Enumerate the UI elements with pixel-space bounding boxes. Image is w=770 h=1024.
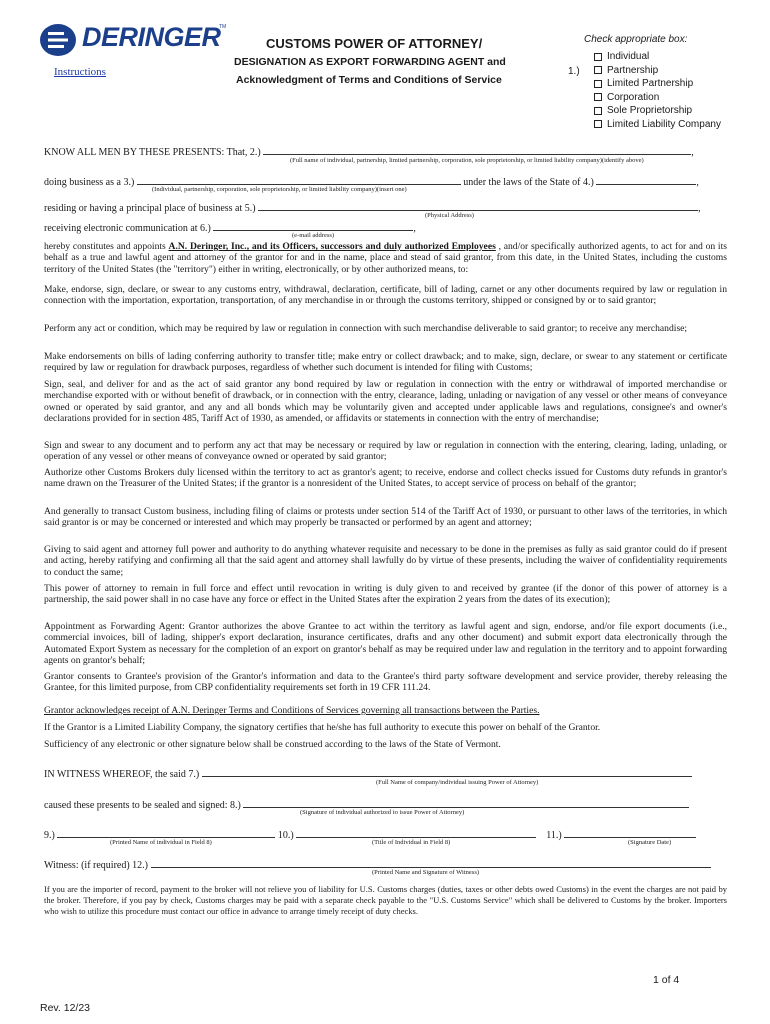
page-number: 1 of 4 — [653, 974, 680, 986]
clause-7: And generally to transact Custom business, including filing of claims or protests under section 514 of the Tariff Act of 1930, or pursuant to other laws of the territories, in which said grantor is or may be concerned or interested and which may properly be transacted or performed by an agent and attorney; — [44, 506, 727, 529]
clause-3: Make endorsements on bills of lading conferring authority to transfer title; make entry or collect drawback; and to make, sign, declare, or swear to any statement or certificate required by law or regulation for drawback purposes, regardless of whether such document is intended for filing with Customs; — [44, 351, 727, 374]
clause-10: Appointment as Forwarding Agent: Grantor authorizes the above Grantee to act within the territory as lawful agent and sign, endorse, and/or file export documents (i.e., commercial invoices, bill of lading, shipper's export declaration, insurance certificates, drafts and any other document) and submit export data electronically through the Automated Export System as necessary for the completion of an export on grantor's behalf as may be required under law and regulation in the territory and to appoint forwarding agents on grantor's behalf; — [44, 621, 727, 667]
checkbox-llc[interactable]: Limited Liability Company — [594, 118, 721, 132]
checkbox-icon[interactable] — [594, 80, 602, 88]
field-12-input[interactable] — [151, 858, 711, 868]
appointee-name: A.N. Deringer, Inc., and its Officers, successors and duly authorized Employees — [168, 241, 496, 252]
checkbox-icon[interactable] — [594, 53, 602, 61]
field-11-hint: (Signature Date) — [628, 839, 672, 846]
field-5-input[interactable] — [258, 201, 698, 211]
field-5-row: residing or having a principal place of business at 5.) , — [44, 203, 701, 214]
checkbox-individual[interactable]: Individual — [594, 50, 721, 64]
clause-8: Giving to said agent and attorney full power and authority to do anything whatever requisite and necessary to be done in the premises as fully as said grantor could do if present and acting, hereby ratifying and confirming all that the said agent and attorney shall lawfully do by virtue of these presents, including the waiver of confidentiality requirements to conduct the same; — [44, 544, 727, 578]
field-9-input[interactable] — [57, 828, 275, 838]
field-10-hint: (Title of Individual in Field 8) — [372, 839, 451, 846]
field-8-hint: (Signature of individual authorized to issue Power of Attorney) — [300, 809, 465, 816]
field-12-label: Witness: (if required) 12.) — [44, 860, 149, 871]
field-3-hint: (Individual, partnership, corporation, sole proprietorship, or limited liability company)(insert one) — [152, 186, 407, 193]
checkbox-corporation[interactable]: Corporation — [594, 91, 721, 105]
instructions-link[interactable]: Instructions — [54, 66, 106, 78]
checkbox-icon[interactable] — [594, 66, 602, 74]
field-5-label: residing or having a principal place of business at 5.) — [44, 203, 256, 214]
checkbox-icon[interactable] — [594, 120, 602, 128]
checkbox-title: Check appropriate box: — [584, 34, 688, 45]
field-3-row: doing business as a 3.) under the laws of the State of 4.) , — [44, 177, 699, 188]
field-2-hint: (Full name of individual, partnership, limited partnership, corporation, sole proprietorship, or limited liability company)(identify above) — [290, 157, 644, 164]
clause-14: Sufficiency of any electronic or other signature below shall be construed according to the laws of the State of Vermont. — [44, 739, 501, 750]
field-2-label: KNOW ALL MEN BY THESE PRESENTS: That, 2.) — [44, 147, 261, 158]
field-11-label: 11.) — [546, 830, 562, 841]
field-7-hint: (Full Name of company/individual issuing Power of Attorney) — [376, 779, 539, 786]
field-number-1: 1.) — [568, 66, 580, 77]
clause-5: Sign and swear to any document and to perform any act that may be necessary or required by law or regulation in connection with the entering, clearing, lading, unlading, or operation of any vessel or other means of conveyance owned or operated by said grantor; — [44, 440, 727, 463]
field-9-label: 9.) — [44, 830, 55, 841]
field-2-input[interactable] — [263, 145, 691, 155]
field-6-input[interactable] — [213, 221, 413, 231]
clause-1: Make, endorse, sign, declare, or swear to any customs entry, withdrawal, declaration, certificate, bill of lading, carnet or any other documents required by law or regulation in connection with the importation, exportation, transportation, of any merchandise in or through the customs territory, shipped or consigned by or to said grantor; — [44, 284, 727, 307]
clause-13: If the Grantor is a Limited Liability Company, the signatory certifies that he/she has full authority to execute this power on behalf of the Grantor. — [44, 722, 601, 733]
field-6-hint: (e-mail address) — [292, 232, 335, 239]
field-10-input[interactable] — [296, 828, 536, 838]
field-7-row — [44, 767, 692, 780]
checkbox-limited-partnership[interactable]: Limited Partnership — [594, 77, 721, 91]
field-6-row: receiving electronic communication at 6.) , — [44, 223, 416, 234]
field-11-input[interactable] — [564, 828, 696, 838]
clause-9: This power of attorney to remain in full force and effect until revocation in writing is duly given to and received by grantee (if the donor of this power of attorney is a partnership, the said power shall in no case have any force or effect in the United States after the expiration 2 years from the dates of its execution); — [44, 583, 727, 606]
field-4-input[interactable] — [596, 175, 696, 185]
clause-4: Sign, seal, and deliver for and as the act of said grantor any bond required by law or regulation in connection with the entry or withdrawal of imported merchandise or merchandise exported with or without benefit of drawback, or in connection with the entry, clearance, lading, unlading or navigation of any vessel or other means of conveyance owned or operated by said grantor, and any and all bonds which may be voluntarily given and accepted under applicable laws and regulations, consignee's and owner's declarations provided for in section 485, Tariff Act of 1930, as amended, or affidavits or statements in connection with the entry of merchandise; — [44, 379, 727, 425]
field-7-input[interactable] — [202, 767, 692, 777]
revision-label: Rev. 12/23 — [40, 1002, 91, 1014]
checkbox-icon[interactable] — [594, 107, 602, 115]
field-9-hint: (Printed Name of individual in Field 8) — [110, 839, 212, 846]
appointment-paragraph: hereby constitutes and appoints A.N. Deringer, Inc., and its Officers, successors and duly authorized Employees , and/or specifically authorized agents, to act for and on its behalf as a true and lawful agent and attorney of the grantor for and in the name, place and stead of said grantor, from this date, in the United States, including the customs territory of the United States (the "territory") either in writing, electronically, or by other authorized means, to: — [44, 241, 727, 275]
checkbox-partnership[interactable]: Partnership — [594, 64, 721, 78]
importer-notice: If you are the importer of record, payment to the broker will not relieve you of liability for U.S. Customs charges (duties, taxes or other debts owed Customs) in the event the charges are not paid by the broker. Therefore, if you pay by check, Customs charges may be paid with a separate check payable to the "U.S. Customs Service" which shall be delivered to Customs by the broker. Importers who wish to utilize this procedure must contact our office in advance to arrange timely receipt of duty checks. — [44, 884, 727, 916]
trademark-mark: TM — [219, 24, 227, 30]
page-subtitle-2: Acknowledgment of Terms and Conditions of Service — [236, 74, 502, 86]
page-title: CUSTOMS POWER OF ATTORNEY/ — [266, 36, 483, 51]
clause-12: Grantor acknowledges receipt of A.N. Deringer Terms and Conditions of Services governing all transactions between the Parties. — [44, 705, 540, 716]
clause-6: Authorize other Customs Brokers duly licensed within the territory to act as grantor's agent; to receive, endorse and collect checks issued for Customs duty refunds in grantor's name drawn on the Treasurer of the United States; if the grantor is a nonresident of the United States, to accept service of process on behalf of the grantor; — [44, 467, 727, 490]
field-12-hint: (Printed Name and Signature of Witness) — [372, 869, 480, 876]
logo-text: DERINGER — [82, 22, 221, 52]
page-subtitle-1: DESIGNATION AS EXPORT FORWARDING AGENT and — [234, 56, 506, 68]
entity-type-checkboxes — [594, 50, 721, 131]
field-4-label: under the laws of the State of 4.) — [463, 177, 594, 188]
field-6-label: receiving electronic communication at 6.) — [44, 223, 211, 234]
field-7-label: IN WITNESS WHEREOF, the said 7.) — [44, 769, 200, 780]
field-3-label: doing business as a 3.) — [44, 177, 135, 188]
field-10-label: 10.) — [277, 830, 294, 841]
field-3-input[interactable] — [137, 175, 461, 185]
checkbox-sole-proprietorship[interactable]: Sole Proprietorship — [594, 104, 721, 118]
clause-11: Grantor consents to Grantee's provision of the Grantor's information and data to the Grantee's third party software development and service provider, thereby releasing the Grantee, for this limited purpose, from CBP confidentiality requirements set forth in 19 CFR 111.24. — [44, 671, 727, 694]
field-8-label: caused these presents to be sealed and signed: 8.) — [44, 800, 241, 811]
field-5-hint: (Physical Address) — [425, 212, 474, 219]
clause-2: Perform any act or condition, which may be required by law or regulation in connection with such merchandise deliverable to said grantor; to receive any merchandise; — [44, 323, 688, 334]
field-2-row: KNOW ALL MEN BY THESE PRESENTS: That, 2.) , — [44, 147, 694, 158]
field-8-input[interactable] — [243, 798, 689, 808]
checkbox-icon[interactable] — [594, 93, 602, 101]
